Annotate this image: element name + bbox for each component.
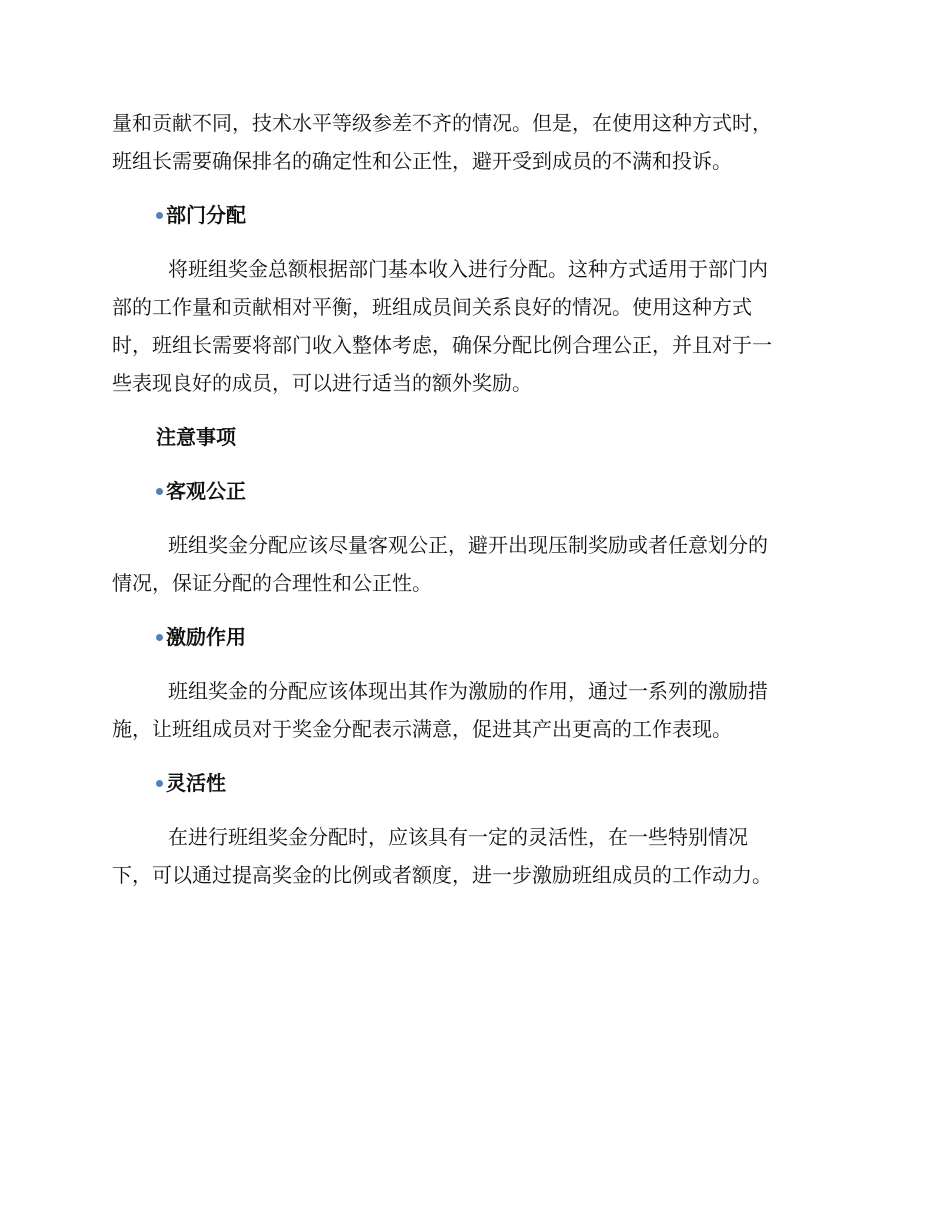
paragraph-line: 情况，保证分配的合理性和公正性。 (112, 571, 432, 595)
note-heading-label: 灵活性 (166, 771, 226, 795)
paragraph-line: 下，可以通过提高奖金的比例或者额度，进一步激励班组成员的工作动力。 (112, 863, 772, 887)
note-heading (112, 764, 832, 802)
note-objective-fair (112, 472, 832, 510)
section-heading-label: 部门分配 (166, 203, 246, 227)
paragraph-line: 班组奖金分配应该尽量客观公正，避开出现压制奖励或者任意划分的 (168, 533, 768, 557)
bullet-dot-icon (156, 780, 163, 787)
notes-title-block (112, 418, 832, 456)
note-paragraph (112, 818, 832, 894)
bullet-dot-icon (156, 212, 163, 219)
section-paragraph (112, 250, 832, 402)
note-heading-label: 激励作用 (166, 625, 246, 649)
paragraph-line: 在进行班组奖金分配时，应该具有一定的灵活性，在一些特别情况 (168, 825, 748, 849)
note-paragraph (112, 526, 832, 602)
paragraph-line: 将班组奖金总额根据部门基本收入进行分配。这种方式适用于部门内 (168, 257, 768, 281)
note-heading (112, 618, 832, 656)
note-flexibility (112, 764, 832, 802)
note-paragraph (112, 672, 832, 748)
continuation-paragraph (112, 104, 832, 180)
paragraph-line: 些表现良好的成员，可以进行适当的额外奖励。 (112, 371, 532, 395)
bullet-dot-icon (156, 634, 163, 641)
document-body (112, 104, 832, 894)
note-heading (112, 472, 832, 510)
paragraph-line: 班组长需要确保排名的确定性和公正性，避开受到成员的不满和投诉。 (112, 149, 732, 173)
paragraph-line: 时，班组长需要将部门收入整体考虑，确保分配比例合理公正，并且对于一 (112, 333, 772, 357)
note-incentive (112, 618, 832, 656)
section-department-allocation (112, 196, 832, 234)
paragraph-line: 班组奖金的分配应该体现出其作为激励的作用，通过一系列的激励措 (168, 679, 768, 703)
paragraph-line: 施，让班组成员对于奖金分配表示满意，促进其产出更高的工作表现。 (112, 717, 732, 741)
paragraph-line: 量和贡献不同，技术水平等级参差不齐的情况。但是，在使用这种方式时， (112, 111, 772, 135)
section-heading (112, 196, 832, 234)
notes-title: 注意事项 (156, 425, 236, 449)
note-heading-label: 客观公正 (166, 479, 246, 503)
paragraph-line: 部的工作量和贡献相对平衡，班组成员间关系良好的情况。使用这种方式 (112, 295, 752, 319)
bullet-dot-icon (156, 488, 163, 495)
